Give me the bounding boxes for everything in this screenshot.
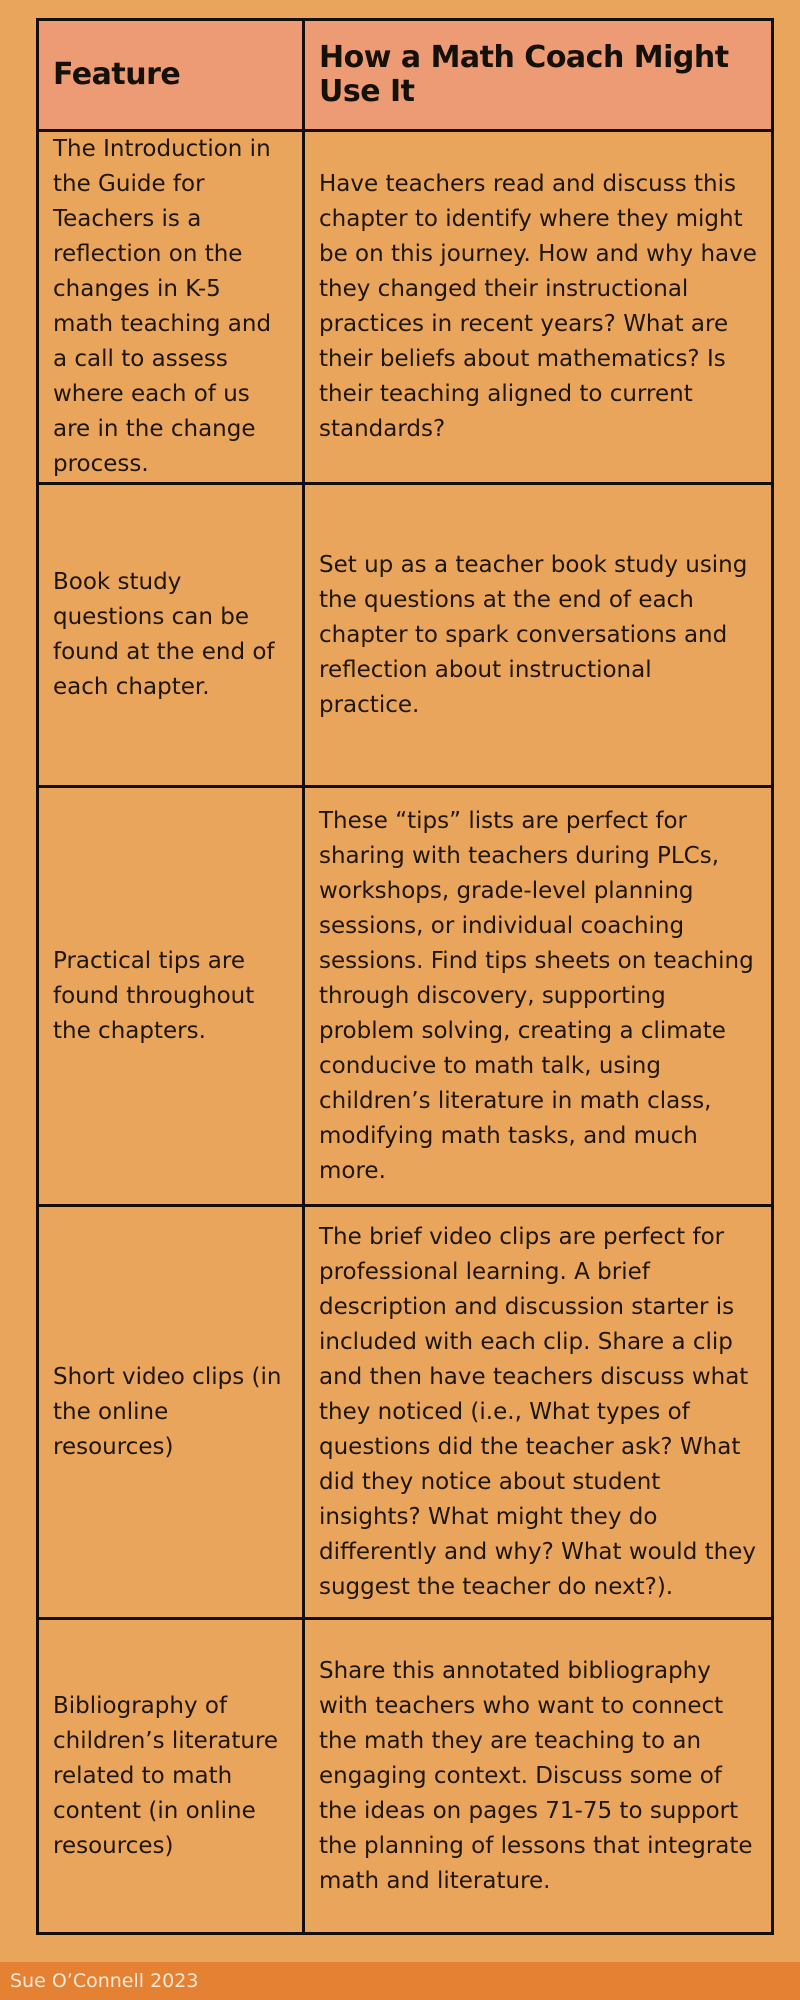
table-row (38, 484, 773, 787)
feature-table (36, 18, 774, 1935)
feature-cell: Bibliography of children’s literature related to math content (in online resources) (38, 1619, 304, 1934)
header-how-coach-might-use: How a Math Coach Might Use It (304, 20, 773, 131)
header-feature: Feature (38, 20, 304, 131)
feature-cell: Book study questions can be found at the end of each chapter. (38, 484, 304, 787)
use-cell: Share this annotated bibliography with teachers who want to connect the math they are teaching to an engaging context. Discuss some of the ideas on pages 71-75 to support the planning of lessons that integrate math and literature. (304, 1619, 773, 1934)
table-row (38, 1206, 773, 1619)
use-cell: Set up as a teacher book study using the questions at the end of each chapter to spark conversations and reflection about instructional practice. (304, 484, 773, 787)
feature-cell: Short video clips (in the online resources) (38, 1206, 304, 1619)
footer-bar (0, 1962, 800, 2000)
table-row (38, 1619, 773, 1934)
use-cell: The brief video clips are perfect for professional learning. A brief description and discussion starter is included with each clip. Share a clip and then have teachers discuss what they noticed (i.e., What types of questions did the teacher ask? What did they notice about student insights? What might they do differently and why? What would they suggest the teacher do next?). (304, 1206, 773, 1619)
use-cell: These “tips” lists are perfect for sharing with teachers during PLCs, workshops, grade-level planning sessions, or individual coaching sessions. Find tips sheets on teaching through discovery, supporting problem solving, creating a climate conducive to math talk, using children’s literature in math class, modifying math tasks, and much more. (304, 787, 773, 1206)
table-row (38, 131, 773, 484)
footer-credit: Sue O’Connell 2023 (10, 1970, 199, 1992)
feature-table-container (36, 18, 771, 1935)
feature-cell: Practical tips are found throughout the chapters. (38, 787, 304, 1206)
use-cell: Have teachers read and discuss this chapter to identify where they might be on this journey. How and why have they changed their instructional practices in recent years? What are their beliefs about mathematics? Is their teaching aligned to current standards? (304, 131, 773, 484)
feature-cell: The Introduction in the Guide for Teachers is a reflection on the changes in K-5 math teaching and a call to assess where each of us are in the change process. (38, 131, 304, 484)
table-row (38, 787, 773, 1206)
table-header-row (38, 20, 773, 131)
